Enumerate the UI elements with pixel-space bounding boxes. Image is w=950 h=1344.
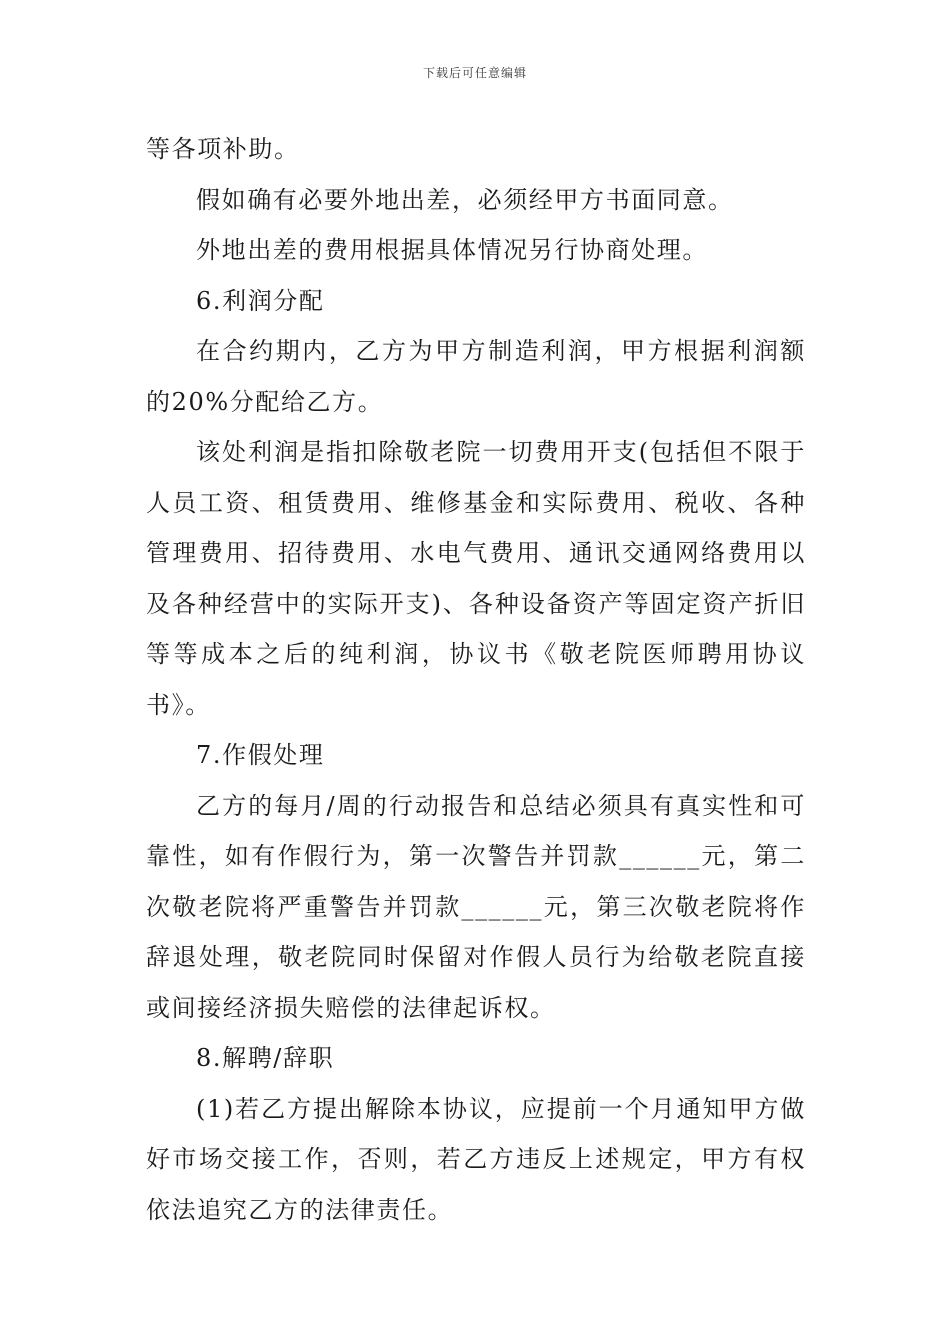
paragraph-falsification-penalty: 乙方的每月/周的行动报告和总结必须具有真实性和可靠性，如有作假行为，第一次警告并罚款______元，第二次敬老院将严重警告并罚款______元，第三次敬老院将作辞退处理，敬老院同时保留对作假人员行为给敬老院直接或间接经济损失赔偿的法律起诉权。 — [146, 791, 806, 1022]
paragraph-business-trip-approval: 假如确有必要外地出差，必须经甲方书面同意。 — [196, 185, 734, 214]
paragraph-profit-definition: 该处利润是指扣除敬老院一切费用开支(包括但不限于人员工资、租赁费用、维修基金和实际费用、税收、各种管理费用、招待费用、水电气费用、通讯交通网络费用以及各种经营中的实际开支)、各种设备资产等固定资产折旧等等成本之后的纯利润，协议书《敬老院医师聘用协议书》。 — [146, 438, 806, 719]
document-body — [146, 124, 806, 1235]
page-header-note: 下载后可任意编辑 — [422, 66, 527, 80]
paragraph-profit-share: 在合约期内，乙方为甲方制造利润，甲方根据利润额的20%分配给乙方。 — [146, 337, 806, 416]
paragraph-business-trip-cost: 外地出差的费用根据具体情况另行协商处理。 — [196, 236, 708, 264]
section-heading-falsification: 7.作假处理 — [196, 741, 325, 769]
section-heading-dismissal-resignation: 8.解聘/辞职 — [196, 1044, 335, 1072]
paragraph-resignation-notice: (1)若乙方提出解除本协议，应提前一个月通知甲方做好市场交接工作，否则，若乙方违反上述规定，甲方有权依法追究乙方的法律责任。 — [146, 1094, 806, 1224]
section-heading-profit-distribution: 6.利润分配 — [196, 286, 325, 315]
paragraph-subsidy-end: 等各项补助。 — [146, 135, 300, 163]
